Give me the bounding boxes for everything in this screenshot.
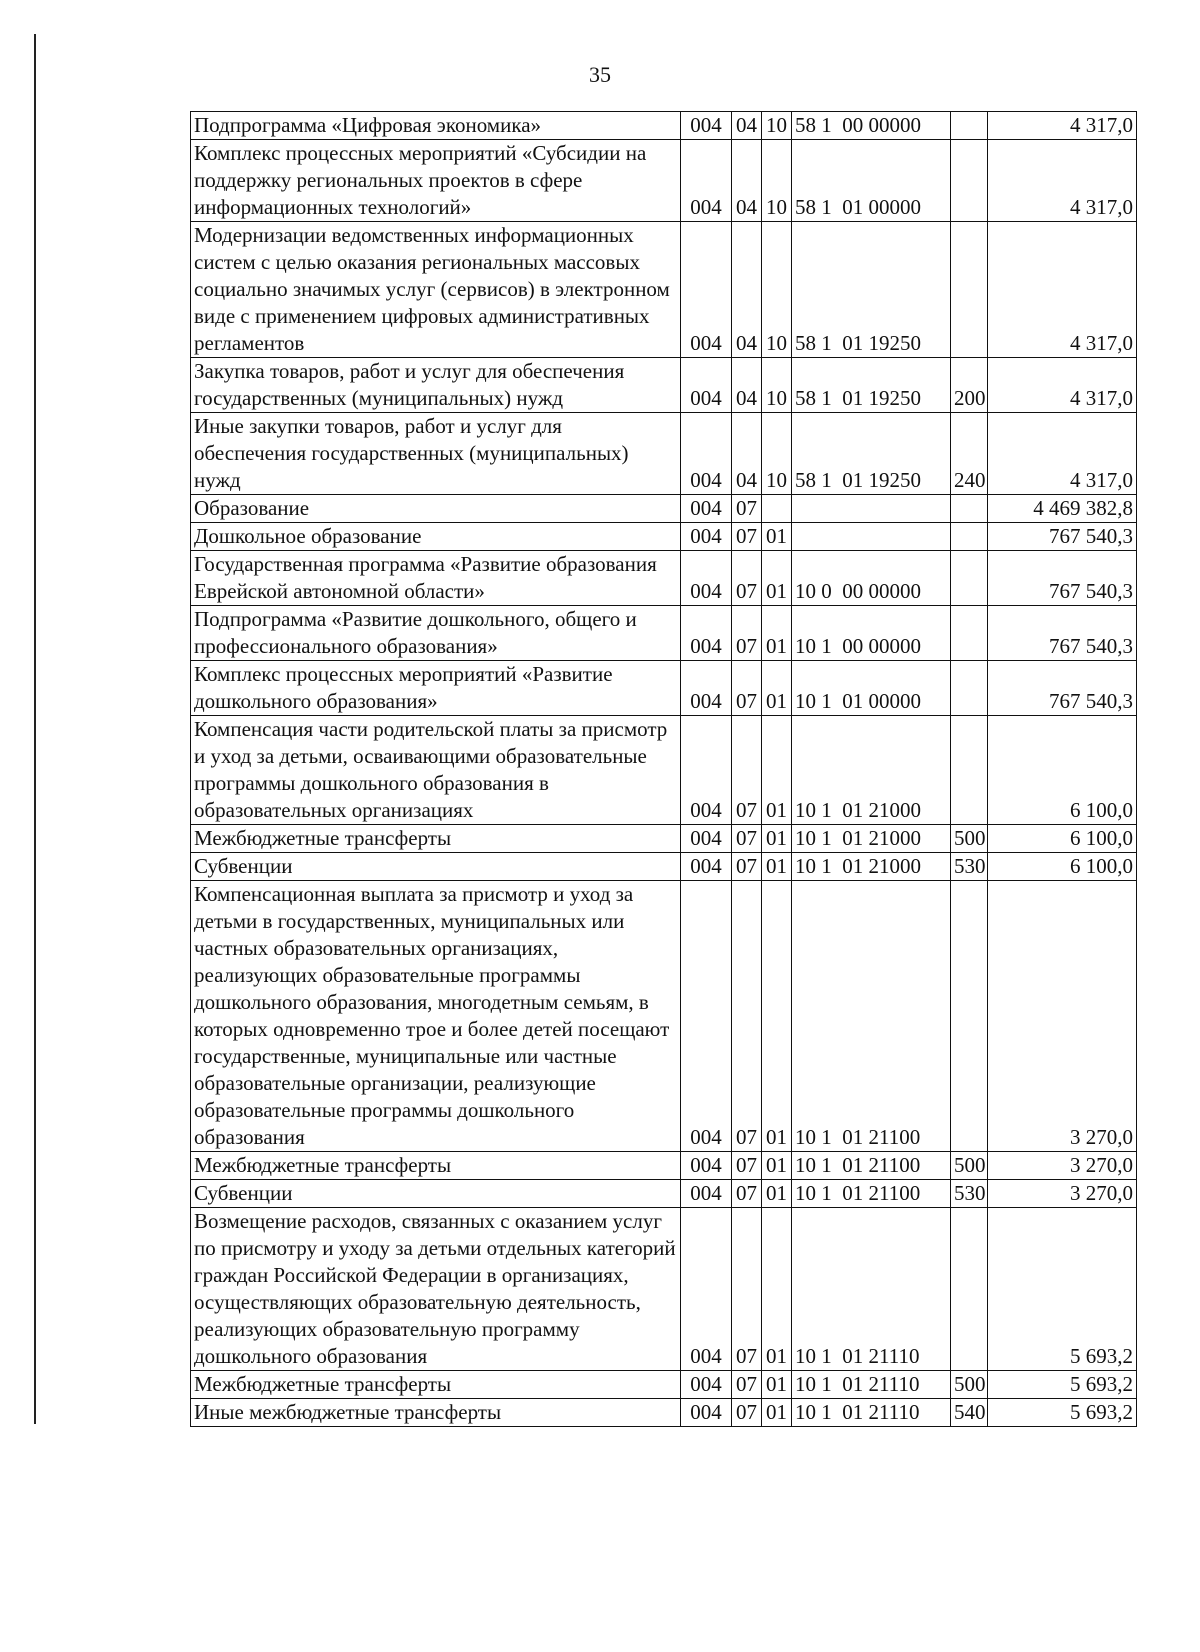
section-code: 07 xyxy=(732,495,762,523)
target-article-code xyxy=(792,495,951,523)
target-article-code: 10 1 01 00000 xyxy=(792,661,951,716)
subsection-code: 01 xyxy=(762,606,792,661)
target-article-code: 10 1 01 21000 xyxy=(792,716,951,825)
ministry-code: 004 xyxy=(681,661,732,716)
table-row xyxy=(191,606,1137,661)
row-name: Образование xyxy=(191,495,681,523)
subsection-code: 10 xyxy=(762,358,792,413)
subsection-code: 01 xyxy=(762,716,792,825)
amount: 6 100,0 xyxy=(988,825,1137,853)
amount: 4 317,0 xyxy=(988,413,1137,495)
row-name: Возмещение расходов, связанных с оказанием услуг по присмотру и уходу за детьми отдельных категорий граждан Российской Федерации в организациях, осуществляющих образовательную деятельность, реализующих образовательную программу дошкольного образования xyxy=(191,1208,681,1371)
row-name: Комплекс процессных мероприятий «Субсидии на поддержку региональных проектов в сфере информационных технологий» xyxy=(191,140,681,222)
ministry-code: 004 xyxy=(681,140,732,222)
amount: 767 540,3 xyxy=(988,523,1137,551)
table-row xyxy=(191,825,1137,853)
ministry-code: 004 xyxy=(681,112,732,140)
table-row xyxy=(191,1152,1137,1180)
ministry-code: 004 xyxy=(681,1180,732,1208)
subsection-code xyxy=(762,495,792,523)
ministry-code: 004 xyxy=(681,495,732,523)
row-name: Дошкольное образование xyxy=(191,523,681,551)
scan-margin-line xyxy=(34,34,36,1424)
table-row xyxy=(191,1180,1137,1208)
section-code: 07 xyxy=(732,1399,762,1427)
budget-table xyxy=(190,111,1137,1427)
table-row xyxy=(191,523,1137,551)
expense-type-code: 200 xyxy=(951,358,988,413)
row-name: Иные межбюджетные трансферты xyxy=(191,1399,681,1427)
row-name: Закупка товаров, работ и услуг для обеспечения государственных (муниципальных) нужд xyxy=(191,358,681,413)
row-name: Подпрограмма «Цифровая экономика» xyxy=(191,112,681,140)
amount: 767 540,3 xyxy=(988,606,1137,661)
expense-type-code xyxy=(951,112,988,140)
expense-type-code: 500 xyxy=(951,1371,988,1399)
row-name: Комплекс процессных мероприятий «Развитие дошкольного образования» xyxy=(191,661,681,716)
section-code: 04 xyxy=(732,140,762,222)
ministry-code: 004 xyxy=(681,1152,732,1180)
subsection-code: 01 xyxy=(762,551,792,606)
expense-type-code xyxy=(951,495,988,523)
expense-type-code xyxy=(951,551,988,606)
table-row xyxy=(191,413,1137,495)
table-row xyxy=(191,358,1137,413)
target-article-code: 58 1 01 19250 xyxy=(792,413,951,495)
table-row xyxy=(191,716,1137,825)
expense-type-code: 500 xyxy=(951,825,988,853)
expense-type-code: 540 xyxy=(951,1399,988,1427)
target-article-code: 10 1 01 21110 xyxy=(792,1208,951,1371)
target-article-code: 10 1 00 00000 xyxy=(792,606,951,661)
amount: 4 317,0 xyxy=(988,140,1137,222)
target-article-code: 10 1 01 21100 xyxy=(792,1152,951,1180)
expense-type-code xyxy=(951,140,988,222)
amount: 4 317,0 xyxy=(988,358,1137,413)
row-name: Межбюджетные трансферты xyxy=(191,1371,681,1399)
table-row xyxy=(191,853,1137,881)
subsection-code: 01 xyxy=(762,1152,792,1180)
amount: 767 540,3 xyxy=(988,551,1137,606)
ministry-code: 004 xyxy=(681,1371,732,1399)
ministry-code: 004 xyxy=(681,523,732,551)
target-article-code: 58 1 01 00000 xyxy=(792,140,951,222)
subsection-code: 01 xyxy=(762,1399,792,1427)
expense-type-code: 530 xyxy=(951,1180,988,1208)
target-article-code: 58 1 00 00000 xyxy=(792,112,951,140)
section-code: 07 xyxy=(732,523,762,551)
table-row xyxy=(191,661,1137,716)
expense-type-code xyxy=(951,523,988,551)
ministry-code: 004 xyxy=(681,1208,732,1371)
amount: 3 270,0 xyxy=(988,1180,1137,1208)
target-article-code: 10 1 01 21100 xyxy=(792,1180,951,1208)
target-article-code: 58 1 01 19250 xyxy=(792,358,951,413)
section-code: 07 xyxy=(732,825,762,853)
section-code: 07 xyxy=(732,551,762,606)
target-article-code: 10 1 01 21000 xyxy=(792,853,951,881)
ministry-code: 004 xyxy=(681,222,732,358)
target-article-code: 10 1 01 21110 xyxy=(792,1399,951,1427)
table-row xyxy=(191,1399,1137,1427)
amount: 4 469 382,8 xyxy=(988,495,1137,523)
table-row xyxy=(191,140,1137,222)
target-article-code: 10 1 01 21110 xyxy=(792,1371,951,1399)
table-row xyxy=(191,881,1137,1152)
row-name: Компенсационная выплата за присмотр и уход за детьми в государственных, муниципальных или частных образовательных организациях, реализующих образовательные программы дошкольного образования, многодетным семьям, в которых одновременно трое и более детей посещают государственные, муниципальные или частные образовательные организации, реализующие образовательные программы дошкольного образования xyxy=(191,881,681,1152)
row-name: Иные закупки товаров, работ и услуг для обеспечения государственных (муниципальных) нужд xyxy=(191,413,681,495)
budget-table-body xyxy=(191,112,1137,1427)
section-code: 07 xyxy=(732,853,762,881)
subsection-code: 10 xyxy=(762,222,792,358)
expense-type-code: 530 xyxy=(951,853,988,881)
target-article-code: 10 1 01 21100 xyxy=(792,881,951,1152)
table-row xyxy=(191,551,1137,606)
subsection-code: 01 xyxy=(762,523,792,551)
expense-type-code xyxy=(951,606,988,661)
amount: 3 270,0 xyxy=(988,1152,1137,1180)
row-name: Межбюджетные трансферты xyxy=(191,825,681,853)
expense-type-code xyxy=(951,1208,988,1371)
target-article-code: 10 0 00 00000 xyxy=(792,551,951,606)
section-code: 07 xyxy=(732,1180,762,1208)
target-article-code xyxy=(792,523,951,551)
amount: 5 693,2 xyxy=(988,1399,1137,1427)
ministry-code: 004 xyxy=(681,716,732,825)
subsection-code: 01 xyxy=(762,661,792,716)
section-code: 07 xyxy=(732,1208,762,1371)
section-code: 04 xyxy=(732,413,762,495)
section-code: 07 xyxy=(732,1371,762,1399)
section-code: 07 xyxy=(732,716,762,825)
subsection-code: 01 xyxy=(762,1371,792,1399)
amount: 5 693,2 xyxy=(988,1208,1137,1371)
ministry-code: 004 xyxy=(681,606,732,661)
ministry-code: 004 xyxy=(681,358,732,413)
subsection-code: 01 xyxy=(762,853,792,881)
row-name: Подпрограмма «Развитие дошкольного, общего и профессионального образования» xyxy=(191,606,681,661)
section-code: 07 xyxy=(732,881,762,1152)
ministry-code: 004 xyxy=(681,551,732,606)
page-number: 35 xyxy=(589,62,611,87)
row-name: Субвенции xyxy=(191,1180,681,1208)
amount: 6 100,0 xyxy=(988,716,1137,825)
expense-type-code: 500 xyxy=(951,1152,988,1180)
row-name: Государственная программа «Развитие образования Еврейской автономной области» xyxy=(191,551,681,606)
section-code: 04 xyxy=(732,112,762,140)
ministry-code: 004 xyxy=(681,853,732,881)
subsection-code: 01 xyxy=(762,1180,792,1208)
section-code: 04 xyxy=(732,222,762,358)
subsection-code: 10 xyxy=(762,413,792,495)
expense-type-code xyxy=(951,222,988,358)
ministry-code: 004 xyxy=(681,413,732,495)
target-article-code: 58 1 01 19250 xyxy=(792,222,951,358)
target-article-code: 10 1 01 21000 xyxy=(792,825,951,853)
section-code: 07 xyxy=(732,1152,762,1180)
ministry-code: 004 xyxy=(681,881,732,1152)
subsection-code: 01 xyxy=(762,1208,792,1371)
table-row xyxy=(191,1208,1137,1371)
section-code: 07 xyxy=(732,661,762,716)
subsection-code: 01 xyxy=(762,881,792,1152)
amount: 5 693,2 xyxy=(988,1371,1137,1399)
row-name: Компенсация части родительской платы за присмотр и уход за детьми, осваивающими образовательные программы дошкольного образования в образовательных организациях xyxy=(191,716,681,825)
expense-type-code: 240 xyxy=(951,413,988,495)
subsection-code: 10 xyxy=(762,112,792,140)
table-row xyxy=(191,495,1137,523)
ministry-code: 004 xyxy=(681,825,732,853)
ministry-code: 004 xyxy=(681,1399,732,1427)
row-name: Межбюджетные трансферты xyxy=(191,1152,681,1180)
expense-type-code xyxy=(951,881,988,1152)
table-row xyxy=(191,112,1137,140)
table-row xyxy=(191,222,1137,358)
amount: 6 100,0 xyxy=(988,853,1137,881)
amount: 767 540,3 xyxy=(988,661,1137,716)
amount: 3 270,0 xyxy=(988,881,1137,1152)
table-row xyxy=(191,1371,1137,1399)
section-code: 04 xyxy=(732,358,762,413)
expense-type-code xyxy=(951,661,988,716)
amount: 4 317,0 xyxy=(988,112,1137,140)
row-name: Субвенции xyxy=(191,853,681,881)
row-name: Модернизации ведомственных информационных систем с целью оказания региональных массовых социально значимых услуг (сервисов) в электронном виде с применением цифровых административных регламентов xyxy=(191,222,681,358)
expense-type-code xyxy=(951,716,988,825)
section-code: 07 xyxy=(732,606,762,661)
amount: 4 317,0 xyxy=(988,222,1137,358)
subsection-code: 10 xyxy=(762,140,792,222)
subsection-code: 01 xyxy=(762,825,792,853)
